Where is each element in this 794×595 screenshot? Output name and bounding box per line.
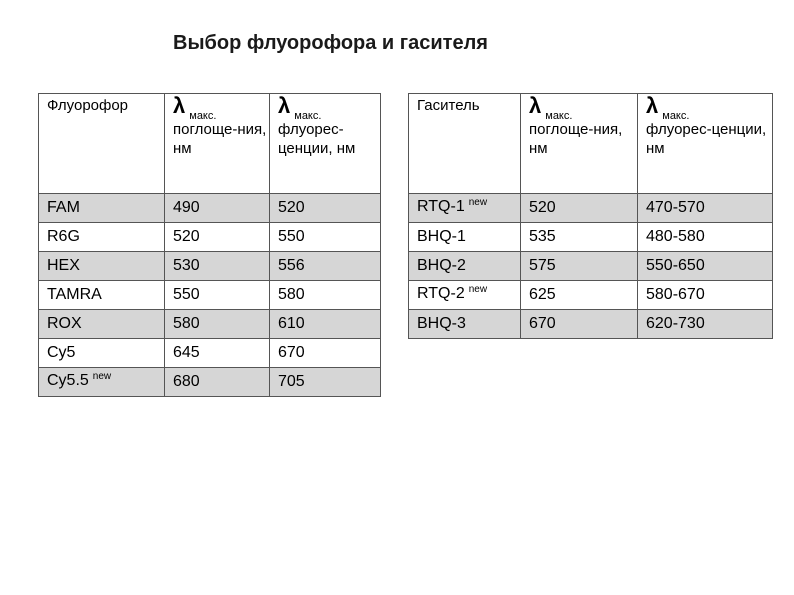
name-cell — [409, 194, 521, 223]
absorption-cell: 520 — [521, 194, 638, 223]
maks-label: макс. — [189, 110, 217, 122]
name-text: ROX — [47, 315, 82, 332]
quencher-row — [409, 281, 773, 310]
fluorophore-row — [39, 281, 381, 310]
maks-label: макс. — [545, 110, 573, 122]
emission-sub-label: флуорес-ценции, нм — [646, 121, 767, 157]
emission-cell: 580 — [270, 281, 381, 310]
name-text: RTQ-2 — [417, 285, 465, 302]
absorption-sub-label: поглоще-ния, нм — [529, 121, 623, 157]
new-superscript: new — [92, 371, 112, 382]
name-cell — [39, 310, 165, 339]
quencher-row — [409, 310, 773, 339]
emission-cell: 470-570 — [638, 194, 773, 223]
absorption-cell: 550 — [165, 281, 270, 310]
absorption-cell: 520 — [165, 223, 270, 252]
quencher-row — [409, 252, 773, 281]
emission-sub-label: флуорес-ценции, нм — [278, 121, 356, 157]
absorption-cell: 535 — [521, 223, 638, 252]
name-text: HEX — [47, 257, 80, 274]
fluorophore-row — [39, 252, 381, 281]
name-cell — [409, 310, 521, 339]
new-superscript: new — [468, 284, 488, 295]
name-text: RTQ-1 — [417, 198, 465, 215]
lambda-symbol: λ — [529, 93, 542, 118]
name-cell — [39, 281, 165, 310]
fluorophore-header: Флуорофор — [39, 94, 165, 194]
quencher-table — [408, 93, 773, 339]
absorption-cell: 645 — [165, 339, 270, 368]
name-cell — [409, 223, 521, 252]
absorption-sub-label: поглоще-ния, нм — [173, 121, 267, 157]
emission-cell: 550 — [270, 223, 381, 252]
name-cell — [39, 223, 165, 252]
new-superscript: new — [468, 197, 488, 208]
emission-cell: 550-650 — [638, 252, 773, 281]
name-cell — [39, 252, 165, 281]
name-text: TAMRA — [47, 286, 102, 303]
name-cell — [409, 281, 521, 310]
name-text: Cy5 — [47, 344, 76, 361]
absorption-header — [521, 94, 638, 194]
absorption-cell: 680 — [165, 368, 270, 397]
absorption-cell: 490 — [165, 194, 270, 223]
emission-cell: 610 — [270, 310, 381, 339]
quencher-header: Гаситель — [409, 94, 521, 194]
name-cell — [39, 368, 165, 397]
emission-cell: 520 — [270, 194, 381, 223]
absorption-header — [165, 94, 270, 194]
lambda-symbol: λ — [173, 93, 186, 118]
absorption-cell: 625 — [521, 281, 638, 310]
fluorophore-row — [39, 368, 381, 397]
name-text: BHQ-2 — [417, 257, 466, 274]
emission-cell: 670 — [270, 339, 381, 368]
lambda-symbol: λ — [278, 93, 291, 118]
fluorophore-table — [38, 93, 381, 397]
name-cell — [39, 339, 165, 368]
emission-cell: 580-670 — [638, 281, 773, 310]
quencher-row — [409, 194, 773, 223]
name-text: R6G — [47, 228, 80, 245]
maks-label: макс. — [294, 110, 322, 122]
emission-header — [638, 94, 773, 194]
page-title: Выбор флуорофора и гасителя — [173, 32, 488, 54]
quencher-row — [409, 223, 773, 252]
emission-cell: 556 — [270, 252, 381, 281]
name-cell — [39, 194, 165, 223]
emission-cell: 480-580 — [638, 223, 773, 252]
emission-cell: 705 — [270, 368, 381, 397]
absorption-cell: 580 — [165, 310, 270, 339]
fluorophore-row — [39, 310, 381, 339]
name-text: BHQ-3 — [417, 315, 466, 332]
name-cell — [409, 252, 521, 281]
name-text: Cy5.5 — [47, 372, 89, 389]
fluorophore-row — [39, 194, 381, 223]
absorption-cell: 670 — [521, 310, 638, 339]
name-text: BHQ-1 — [417, 228, 466, 245]
fluorophore-header-row — [39, 94, 381, 194]
absorption-cell: 575 — [521, 252, 638, 281]
fluorophore-row — [39, 339, 381, 368]
quencher-header-row — [409, 94, 773, 194]
emission-header — [270, 94, 381, 194]
maks-label: макс. — [662, 110, 690, 122]
lambda-symbol: λ — [646, 93, 659, 118]
emission-cell: 620-730 — [638, 310, 773, 339]
absorption-cell: 530 — [165, 252, 270, 281]
name-text: FAM — [47, 199, 80, 216]
fluorophore-row — [39, 223, 381, 252]
